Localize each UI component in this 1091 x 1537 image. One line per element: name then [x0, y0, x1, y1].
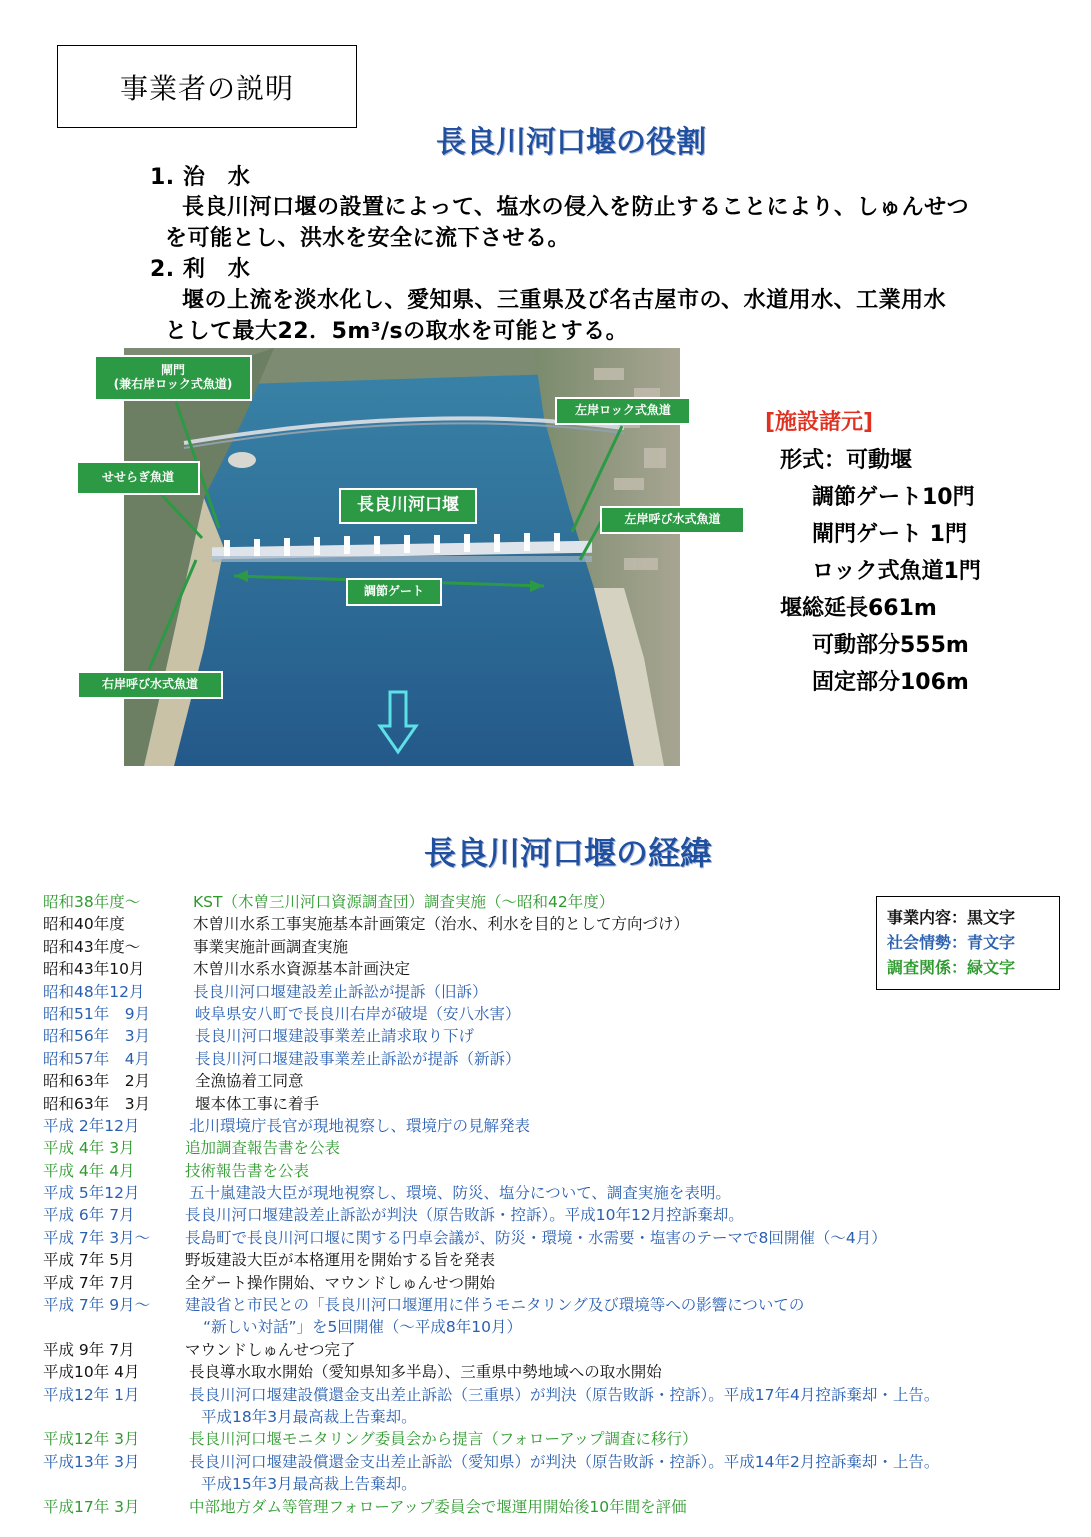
- timeline-description: 事業実施計画調査実施: [193, 937, 349, 956]
- label-seseragi: せせらぎ魚道: [76, 461, 200, 495]
- label-weir: 長良川河口堰: [339, 488, 477, 524]
- label-call-right: 右岸呼び水式魚道: [77, 671, 223, 699]
- timeline-row: [43, 981, 1053, 1003]
- label-lock-right: [94, 355, 252, 401]
- timeline-description: 長良川河口堰建設差止訴訟が判決（原告敗訴・控訴）。平成10年12月控訴棄却。: [185, 1206, 744, 1225]
- timeline-date: 平成17年 3月: [43, 1497, 140, 1516]
- timeline-row: [43, 1406, 1053, 1428]
- flood-heading: 1. 治 水: [150, 165, 251, 190]
- timeline-date: 平成 7年 7月: [43, 1273, 135, 1292]
- timeline-row: [43, 1204, 1053, 1226]
- timeline-row: [43, 1182, 1053, 1204]
- timeline-date: 平成10年 4月: [43, 1363, 140, 1382]
- timeline-description: 長島町で長良川河口堰に関する円卓会議が、防災・環境・水需要・塩害のテーマで8回開催（～4月）: [185, 1228, 887, 1247]
- timeline-date: 平成13年 3月: [43, 1452, 140, 1471]
- timeline-description: 長良川河口堰モニタリング委員会から提言（フォローアップ調査に移行）: [189, 1430, 698, 1449]
- water-heading: 2. 利 水: [150, 257, 251, 282]
- timeline-date: 昭和43年10月: [43, 960, 145, 979]
- timeline-row: [43, 1249, 1053, 1271]
- timeline-description: 野坂建設大臣が本格運用を開始する旨を発表: [185, 1251, 496, 1270]
- timeline-row: [43, 1339, 1053, 1361]
- section-header-box: [57, 45, 357, 128]
- timeline-description: 五十嵐建設大臣が現地視察し、環境、防災、塩分について、調査実施を表明。: [189, 1184, 731, 1203]
- timeline-row: [43, 1473, 1053, 1495]
- timeline-row: [43, 1227, 1053, 1249]
- timeline-date: 平成 5年12月: [43, 1184, 140, 1203]
- timeline-row: [43, 1003, 1053, 1025]
- timeline-row: [43, 936, 1053, 958]
- history-timeline: [43, 891, 1053, 1518]
- timeline-description: 北川環境庁長官が現地視察し、環境庁の見解発表: [189, 1116, 531, 1135]
- label-call-left: 左岸呼び水式魚道: [600, 506, 745, 534]
- timeline-description: 建設省と市民との「長良川河口堰運用に伴うモニタリング及び環境等への影響についての: [185, 1296, 805, 1315]
- timeline-date: 昭和40年度: [43, 915, 125, 934]
- flood-line-1: 長良川河口堰の設置によって、塩水の侵入を防止することにより、しゅんせつ: [182, 195, 970, 220]
- legend-black: 事業内容：黒文字: [887, 908, 1016, 927]
- timeline-row: [43, 891, 1053, 913]
- timeline-description: 追加調査報告書を公表: [185, 1139, 341, 1158]
- timeline-date: 平成12年 1月: [43, 1385, 140, 1404]
- timeline-row: [43, 1361, 1053, 1383]
- timeline-date: 昭和56年 3月: [43, 1027, 151, 1046]
- legend-green: 調査関係：緑文字: [887, 958, 1016, 977]
- timeline-description: 長良川河口堰建設償還金支出差止訴訟（三重県）が判決（原告敗訴・控訴）。平成17年4月控訴棄却・上告。: [189, 1385, 940, 1404]
- timeline-description: 中部地方ダム等管理フォローアップ委員会で堰運用開始後10年間を評価: [189, 1497, 687, 1516]
- timeline-description: 平成18年3月最高裁上告棄却。: [201, 1407, 417, 1426]
- timeline-description: 岐阜県安八町で長良川右岸が破堤（安八水害）: [195, 1004, 521, 1023]
- timeline-row: [43, 1294, 1053, 1316]
- spec-item: 可動部分555m: [812, 633, 969, 658]
- timeline-row: [43, 1025, 1053, 1047]
- timeline-description: KST（木曽三川河口資源調査団）調査実施（～昭和42年度）: [193, 893, 615, 911]
- spec-item: ロック式魚道1門: [812, 559, 981, 584]
- timeline-date: 昭和51年 9月: [43, 1004, 151, 1023]
- timeline-description: 平成15年3月最高裁上告棄却。: [201, 1475, 417, 1494]
- timeline-row: [43, 1272, 1053, 1294]
- timeline-description: マウンドしゅんせつ完了: [185, 1340, 356, 1359]
- timeline-date: 平成 7年 3月～: [43, 1228, 151, 1247]
- timeline-row: [43, 1093, 1053, 1115]
- timeline-date: 平成 2年12月: [43, 1116, 140, 1135]
- timeline-row: [43, 1316, 1053, 1338]
- spec-item: 固定部分106m: [812, 670, 969, 695]
- timeline-description: 全漁協着工同意: [195, 1072, 304, 1091]
- water-line-1: 堰の上流を淡水化し、愛知県、三重県及び名古屋市の、水道用水、工業用水: [182, 288, 947, 313]
- timeline-date: 昭和43年度～: [43, 937, 141, 956]
- spec-item: 堰総延長661m: [780, 596, 937, 621]
- timeline-date: 昭和57年 4月: [43, 1049, 151, 1068]
- timeline-date: 平成12年 3月: [43, 1430, 140, 1449]
- role-title: 長良川河口堰の役割: [436, 125, 706, 160]
- timeline-row: [43, 1048, 1053, 1070]
- label-lock-right-line2: (兼右岸ロック式魚道): [113, 377, 233, 391]
- legend-blue: 社会情勢：青文字: [887, 933, 1016, 952]
- timeline-description: 長良川河口堰建設差止訴訟が提訴（旧訴）: [193, 982, 488, 1001]
- timeline-date: 平成 4年 3月: [43, 1139, 135, 1158]
- history-title: 長良川河口堰の経緯: [424, 834, 713, 872]
- timeline-row: [43, 1451, 1053, 1473]
- spec-title: [施設諸元]: [765, 410, 874, 435]
- timeline-description: 全ゲート操作開始、マウンドしゅんせつ開始: [185, 1273, 496, 1292]
- timeline-description: 長良川河口堰建設事業差止請求取り下げ: [195, 1027, 475, 1046]
- timeline-date: 平成 7年 5月: [43, 1251, 135, 1270]
- timeline-description: “新しい対話”」を5回開催（～平成8年10月）: [203, 1318, 523, 1337]
- timeline-description: 木曽川水系工事実施基本計画策定（治水、利水を目的として方向づけ）: [193, 915, 690, 934]
- timeline-description: 長良川河口堰建設事業差止訴訟が提訴（新訴）: [195, 1049, 521, 1068]
- timeline-date: 昭和48年12月: [43, 982, 145, 1001]
- timeline-date: 平成 6年 7月: [43, 1206, 135, 1225]
- timeline-description: 技術報告書を公表: [185, 1161, 310, 1180]
- timeline-description: 長良川河口堰建設償還金支出差止訴訟（愛知県）が判決（原告敗訴・控訴）。平成14年2月控訴棄却・上告。: [189, 1452, 940, 1471]
- timeline-description: 堰本体工事に着手: [195, 1094, 320, 1113]
- timeline-row: [43, 1428, 1053, 1450]
- label-lock-left: 左岸ロック式魚道: [555, 397, 691, 425]
- timeline-row: [43, 1160, 1053, 1182]
- timeline-date: 昭和63年 2月: [43, 1072, 151, 1091]
- spec-item: 調節ゲート10門: [812, 485, 975, 510]
- label-gate: 調節ゲート: [346, 578, 442, 606]
- timeline-date: 昭和38年度～: [43, 893, 141, 911]
- timeline-row: [43, 1070, 1053, 1092]
- spec-item: 形式：可動堰: [780, 448, 913, 473]
- timeline-description: 長良導水取水開始（愛知県知多半島）、三重県中勢地域への取水開始: [189, 1363, 662, 1382]
- section-header-label: 事業者の説明: [119, 71, 294, 105]
- flood-line-2: を可能とし、洪水を安全に流下させる。: [165, 226, 571, 251]
- timeline-row: [43, 958, 1053, 980]
- timeline-date: 昭和63年 3月: [43, 1094, 151, 1113]
- timeline-date: 平成 9年 7月: [43, 1340, 135, 1359]
- timeline-row: [43, 1496, 1053, 1518]
- water-line-2: として最大22．5m³/sの取水を可能とする。: [165, 319, 629, 344]
- spec-item: 閘門ゲート 1門: [812, 522, 967, 547]
- timeline-row: [43, 1115, 1053, 1137]
- timeline-row: [43, 1384, 1053, 1406]
- timeline-date: 平成 7年 9月～: [43, 1296, 151, 1315]
- timeline-row: [43, 1137, 1053, 1159]
- timeline-date: 平成 4年 4月: [43, 1161, 135, 1180]
- timeline-row: [43, 913, 1053, 935]
- label-lock-right-line1: 閘門: [160, 363, 185, 378]
- timeline-description: 木曽川水系水資源基本計画決定: [193, 960, 411, 979]
